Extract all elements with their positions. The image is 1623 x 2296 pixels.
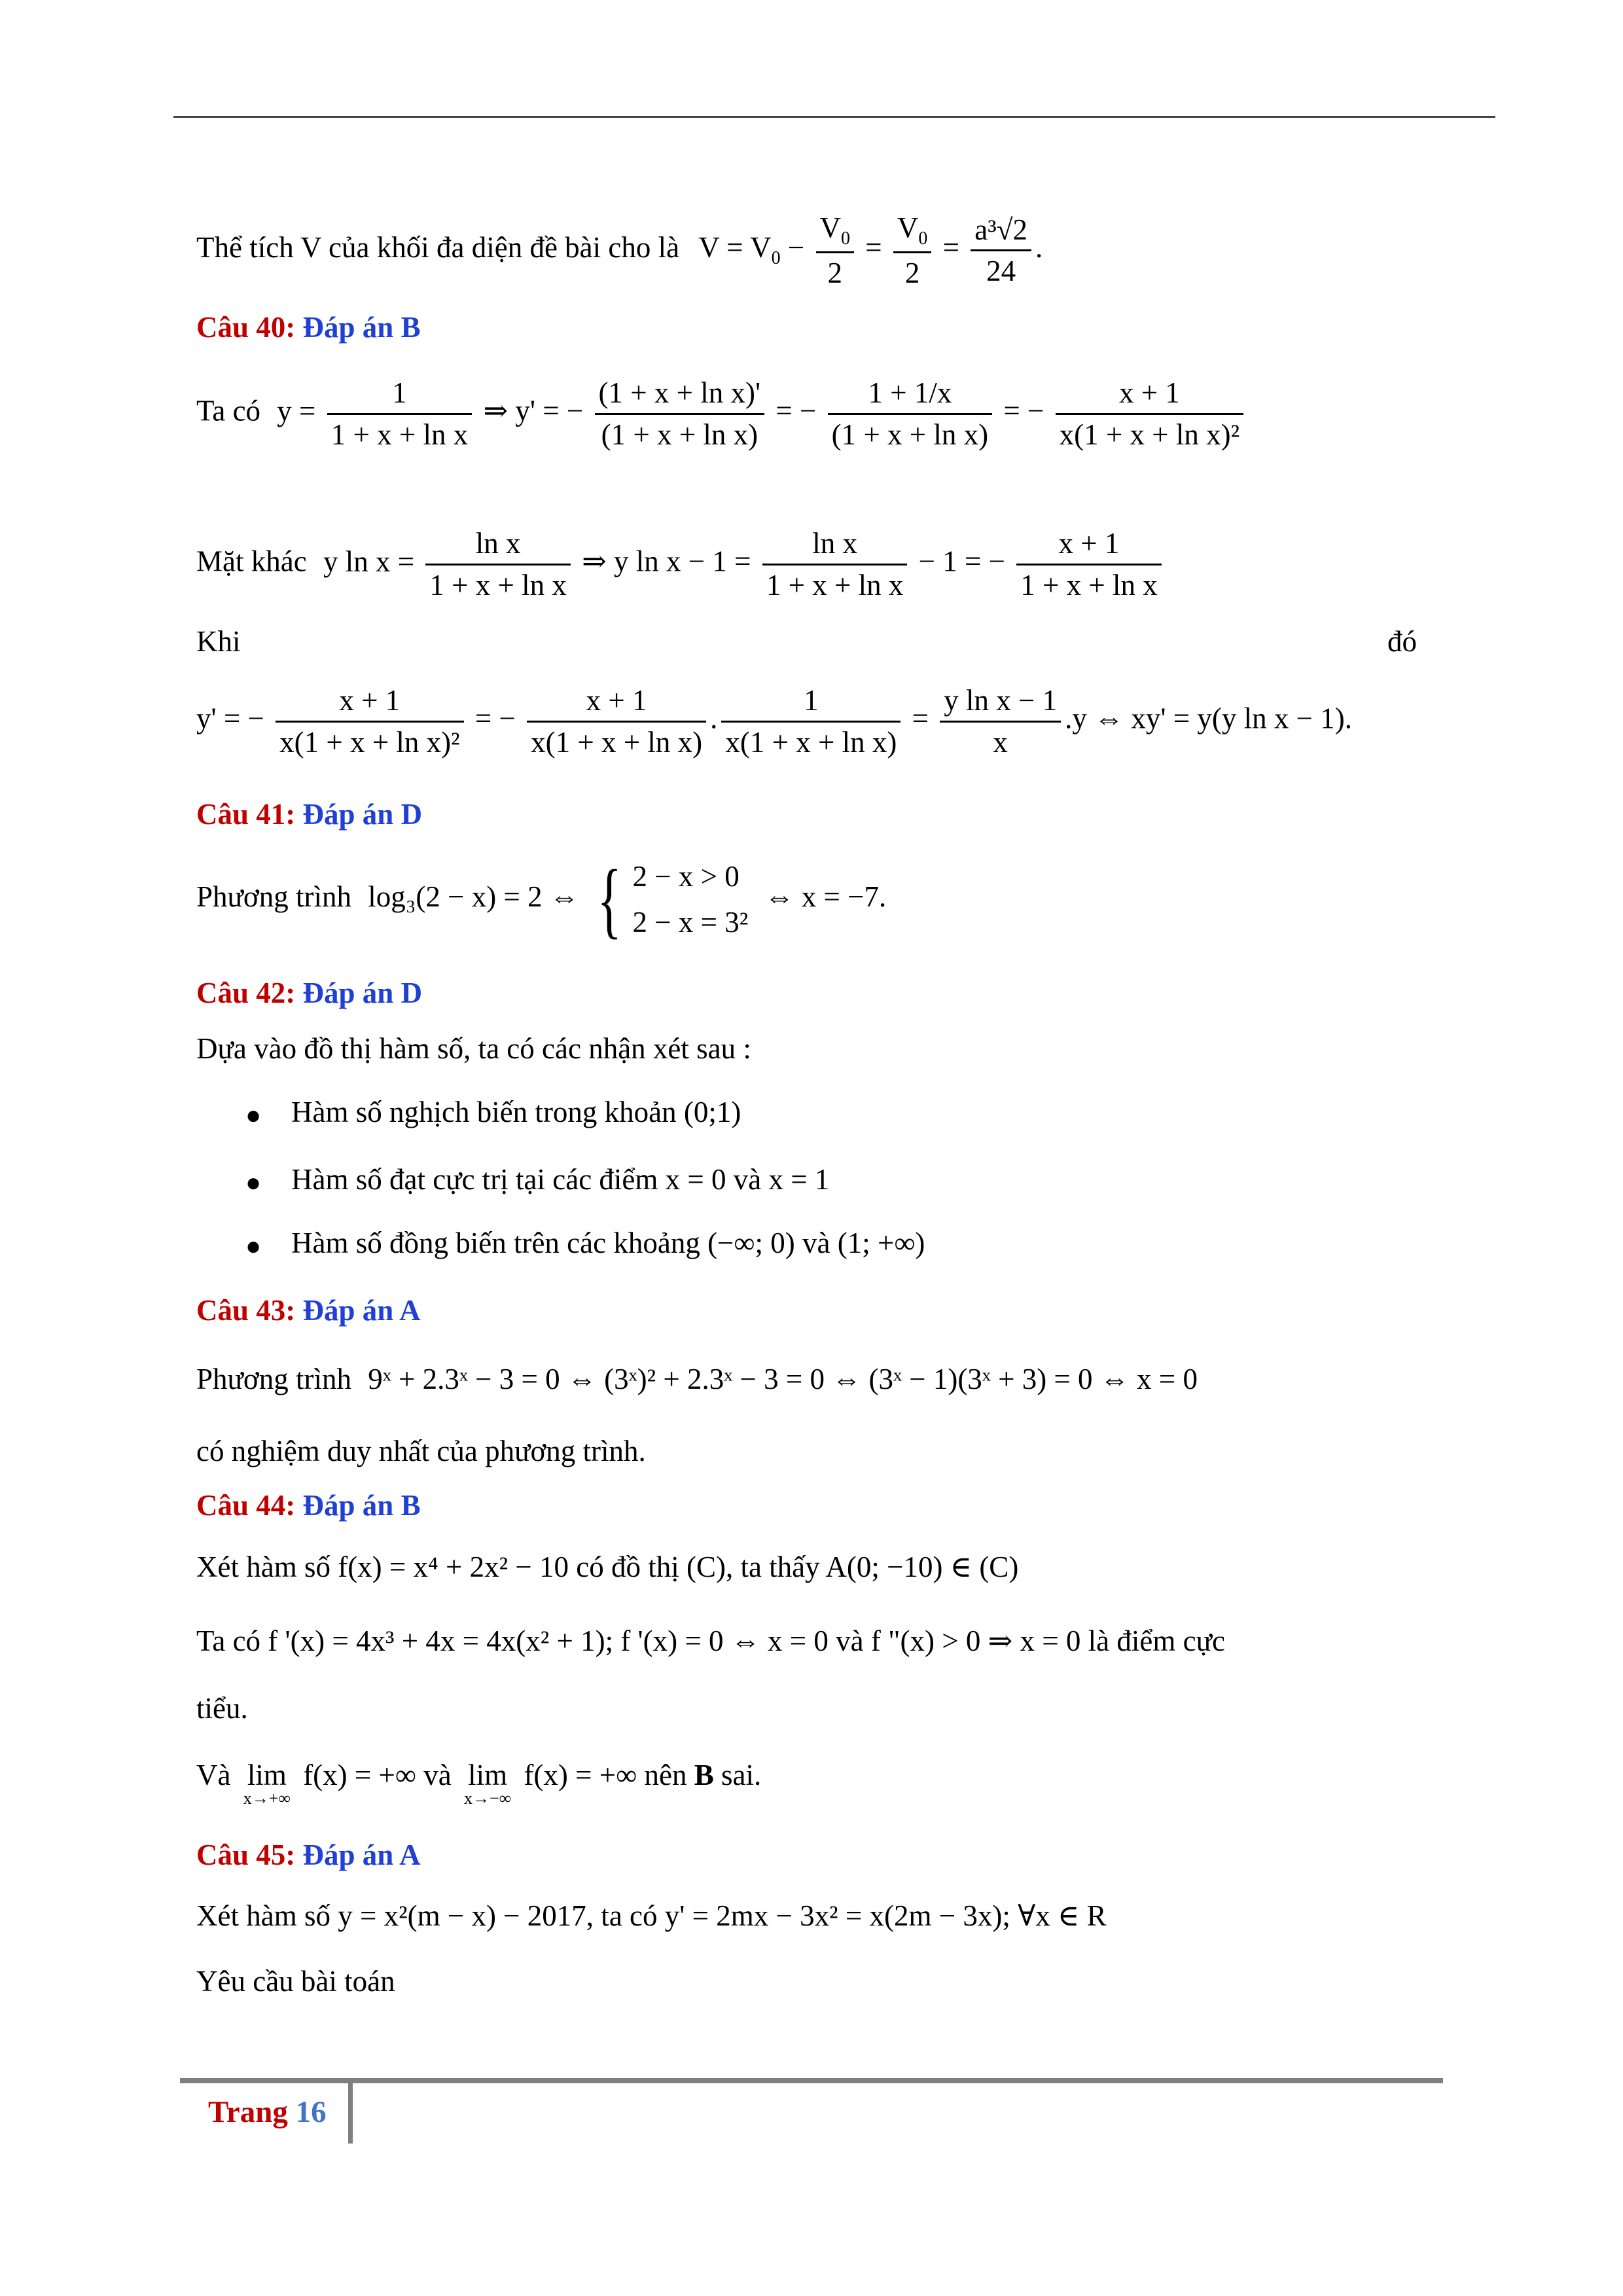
q40-l3-c: = (912, 702, 929, 735)
q40-l3-frac-1 (276, 681, 463, 762)
q45-line2: Yêu cầu bài toán (196, 1965, 395, 1998)
q43-line (196, 1365, 1198, 1394)
q42-answer: Đáp án D (302, 977, 423, 1009)
q41-result: ⇔ x = −7. (764, 880, 887, 914)
lim-label: lim (468, 1759, 508, 1791)
q44-answer: Đáp án B (302, 1489, 421, 1522)
intro-formula (698, 211, 1043, 289)
q44-line3: tiểu. (196, 1692, 248, 1725)
q41-sys2: 2 − x = 3² (632, 905, 749, 939)
q40-l3-frac-2 (527, 681, 706, 762)
frac-num: a³√2 (971, 210, 1031, 252)
intro-lhs: V = V (698, 231, 772, 264)
bullet-icon: ● (245, 1231, 262, 1261)
q43-answer: Đáp án A (302, 1294, 421, 1327)
frac-den: x(1 + x + ln x) (725, 725, 897, 759)
frac-num: ln x (762, 524, 908, 565)
q40-line2-prefix: Mặt khác (196, 545, 307, 578)
footer-rule (180, 2078, 1443, 2083)
frac-den: x (993, 725, 1008, 759)
intro-eq: = (865, 231, 889, 264)
header-rule (173, 116, 1495, 118)
q43-heading (196, 1296, 421, 1325)
q43-eq: 9ˣ + 2.3ˣ − 3 = 0 ⇔ (3ˣ)² + 2.3ˣ − 3 = 0 ⇔ (3ˣ − 1)(3ˣ + 3) = 0 ⇔ x = 0 (368, 1363, 1198, 1395)
q45-answer: Đáp án A (302, 1839, 421, 1871)
frac-num: V (819, 211, 841, 244)
q40-l3-a: y' = − (196, 702, 264, 735)
frac-den: x(1 + x + ln x)² (1059, 418, 1240, 451)
q42-heading (196, 978, 422, 1008)
page-label: Trang (208, 2095, 288, 2129)
q40-l2-c: − 1 = − (918, 545, 1005, 578)
intro-line (196, 208, 1043, 293)
q41-heading (196, 800, 422, 829)
q40-frac-4 (1056, 373, 1243, 455)
q41-line (196, 854, 886, 946)
q41-prefix: Phương trình (196, 880, 351, 914)
q44-line4 (196, 1761, 761, 1807)
q40-l3-frac-3 (721, 681, 901, 762)
q44-lim-2 (464, 1761, 511, 1807)
frac-num: x + 1 (527, 681, 706, 723)
q40-eq2: = − (1003, 394, 1044, 427)
q40-line1-prefix: Ta có (196, 394, 261, 427)
q43-label: Câu 43: (196, 1294, 296, 1327)
q44-lim-1 (243, 1761, 291, 1807)
q45-line1: Xét hàm số y = x²(m − x) − 2017, ta có y' = 2mx − 3x² = x(2m − 3x); ∀x ∈ R (196, 1899, 1107, 1932)
q43-conclusion: có nghiệm duy nhất của phương trình. (196, 1435, 646, 1467)
bullet-icon: ● (245, 1168, 262, 1197)
q40-l2-frac-3 (1016, 524, 1162, 605)
frac-den: 1 + x + ln x (429, 568, 567, 601)
q40-l2-a: y ln x = (323, 545, 415, 578)
frac-den: 2 (904, 256, 920, 289)
q44-bold-b: B (694, 1759, 714, 1791)
intro-frac-1: $\frac{V_0}{2}$ (816, 208, 855, 293)
q42-bullet-3: Hàm số đồng biến trên các khoảng (−∞; 0) và (1; +∞) (291, 1227, 925, 1259)
frac-den: (1 + x + ln x) (601, 418, 758, 451)
q45-heading (196, 1840, 421, 1870)
frac-den: 2 (827, 256, 842, 289)
q41-sys1: 2 − x > 0 (632, 860, 740, 893)
footer-divider (348, 2083, 353, 2144)
frac-den: 1 + x + ln x (330, 418, 469, 451)
lim-label: lim (247, 1759, 287, 1791)
q41-label: Câu 41: (196, 798, 296, 831)
q40-line2 (196, 524, 1166, 605)
q40-impl: ⇒ y' = − (483, 394, 584, 427)
intro-frac-2: $\frac{V_0}{2}$ (893, 208, 932, 293)
q40-l2-b: ⇒ y ln x − 1 = (582, 545, 751, 578)
frac-den: 1 + x + ln x (766, 568, 904, 601)
q40-l3-b: = − (474, 702, 516, 735)
q40-frac-2 (595, 373, 765, 455)
q42-label: Câu 42: (196, 977, 296, 1009)
intro-minus: − (780, 231, 812, 264)
frac-num: x + 1 (1056, 373, 1243, 415)
q40-khi: Khi (196, 625, 241, 658)
q40-do: đó (1387, 625, 1417, 658)
intro-text: Thể tích V của khối đa diện đề bài cho là (196, 231, 680, 264)
q40-heading (196, 313, 421, 342)
lim-sub: x→−∞ (463, 1789, 512, 1808)
q40-answer: Đáp án B (302, 311, 421, 344)
frac-num: 1 (721, 681, 901, 723)
q40-frac-3 (828, 373, 992, 455)
q40-l3-frac-4 (940, 681, 1061, 762)
q44-label: Câu 44: (196, 1489, 296, 1522)
q40-line3 (196, 681, 1352, 762)
frac-den: 1 + x + ln x (1020, 568, 1158, 601)
intro-sub: 0 (771, 248, 781, 269)
frac-den: x(1 + x + ln x)² (279, 725, 460, 759)
intro-end: . (1035, 231, 1043, 264)
q40-eq: = − (776, 394, 817, 427)
q44-line1: Xét hàm số f(x) = x⁴ + 2x² − 10 có đồ thị (C), ta thấy A(0; −10) ∈ (C) (196, 1551, 1019, 1583)
frac-den: (1 + x + ln x) (831, 418, 989, 451)
q41-eq: log₃(2 − x) = 2 ⇔ (368, 880, 579, 914)
q40-line1 (196, 373, 1247, 455)
q42-bullet-2: Hàm số đạt cực trị tại các điểm x = 0 và x = 1 (291, 1163, 830, 1196)
q44-l4-c: f(x) = +∞ nên (524, 1759, 687, 1791)
frac-num: V (897, 211, 919, 244)
page-num: 16 (295, 2095, 327, 2129)
q42-intro: Dựa vào đồ thị hàm số, ta có các nhận xét sau : (196, 1032, 751, 1065)
frac-num: x + 1 (1016, 524, 1162, 565)
q40-l3-dot: . (710, 702, 718, 735)
q40-l3-d: .y ⇔ xy' = y(y ln x − 1). (1065, 702, 1352, 735)
q45-label: Câu 45: (196, 1839, 296, 1871)
q40-l2-frac-1 (425, 524, 571, 605)
frac-den: 24 (986, 255, 1016, 288)
frac-num: x + 1 (276, 681, 463, 723)
system-brace-icon: { (597, 852, 622, 947)
q43-prefix: Phương trình (196, 1363, 351, 1395)
frac-num: 1 + 1/x (828, 373, 992, 415)
q44-line2: Ta có f '(x) = 4x³ + 4x = 4x(x² + 1); f '(x) = 0 ⇔ x = 0 và f "(x) > 0 ⇒ x = 0 là điểm cực (196, 1624, 1225, 1657)
q40-label: Câu 40: (196, 311, 296, 344)
q42-bullet-1: Hàm số nghịch biến trong khoản (0;1) (291, 1096, 741, 1128)
q44-and: Và (196, 1759, 231, 1791)
q40-y: y = (277, 394, 316, 427)
frac-num: 1 (327, 373, 473, 415)
lim-sub: x→+∞ (243, 1789, 291, 1808)
q40-frac-1 (327, 373, 473, 455)
intro-eq: = (942, 231, 967, 264)
frac-num: y ln x − 1 (940, 681, 1061, 723)
frac-den: x(1 + x + ln x) (531, 725, 703, 759)
q40-l2-frac-2 (762, 524, 908, 605)
q44-heading (196, 1491, 421, 1520)
q44-l4-d: sai. (721, 1759, 762, 1791)
page-number (208, 2094, 327, 2130)
q41-system (633, 854, 749, 946)
bullet-icon: ● (245, 1100, 262, 1130)
q44-l4-b: f(x) = +∞ và (303, 1759, 452, 1791)
frac-num: (1 + x + ln x)' (595, 373, 765, 415)
q41-answer: Đáp án D (302, 798, 423, 831)
intro-frac-3 (971, 210, 1031, 292)
frac-num: ln x (425, 524, 571, 565)
